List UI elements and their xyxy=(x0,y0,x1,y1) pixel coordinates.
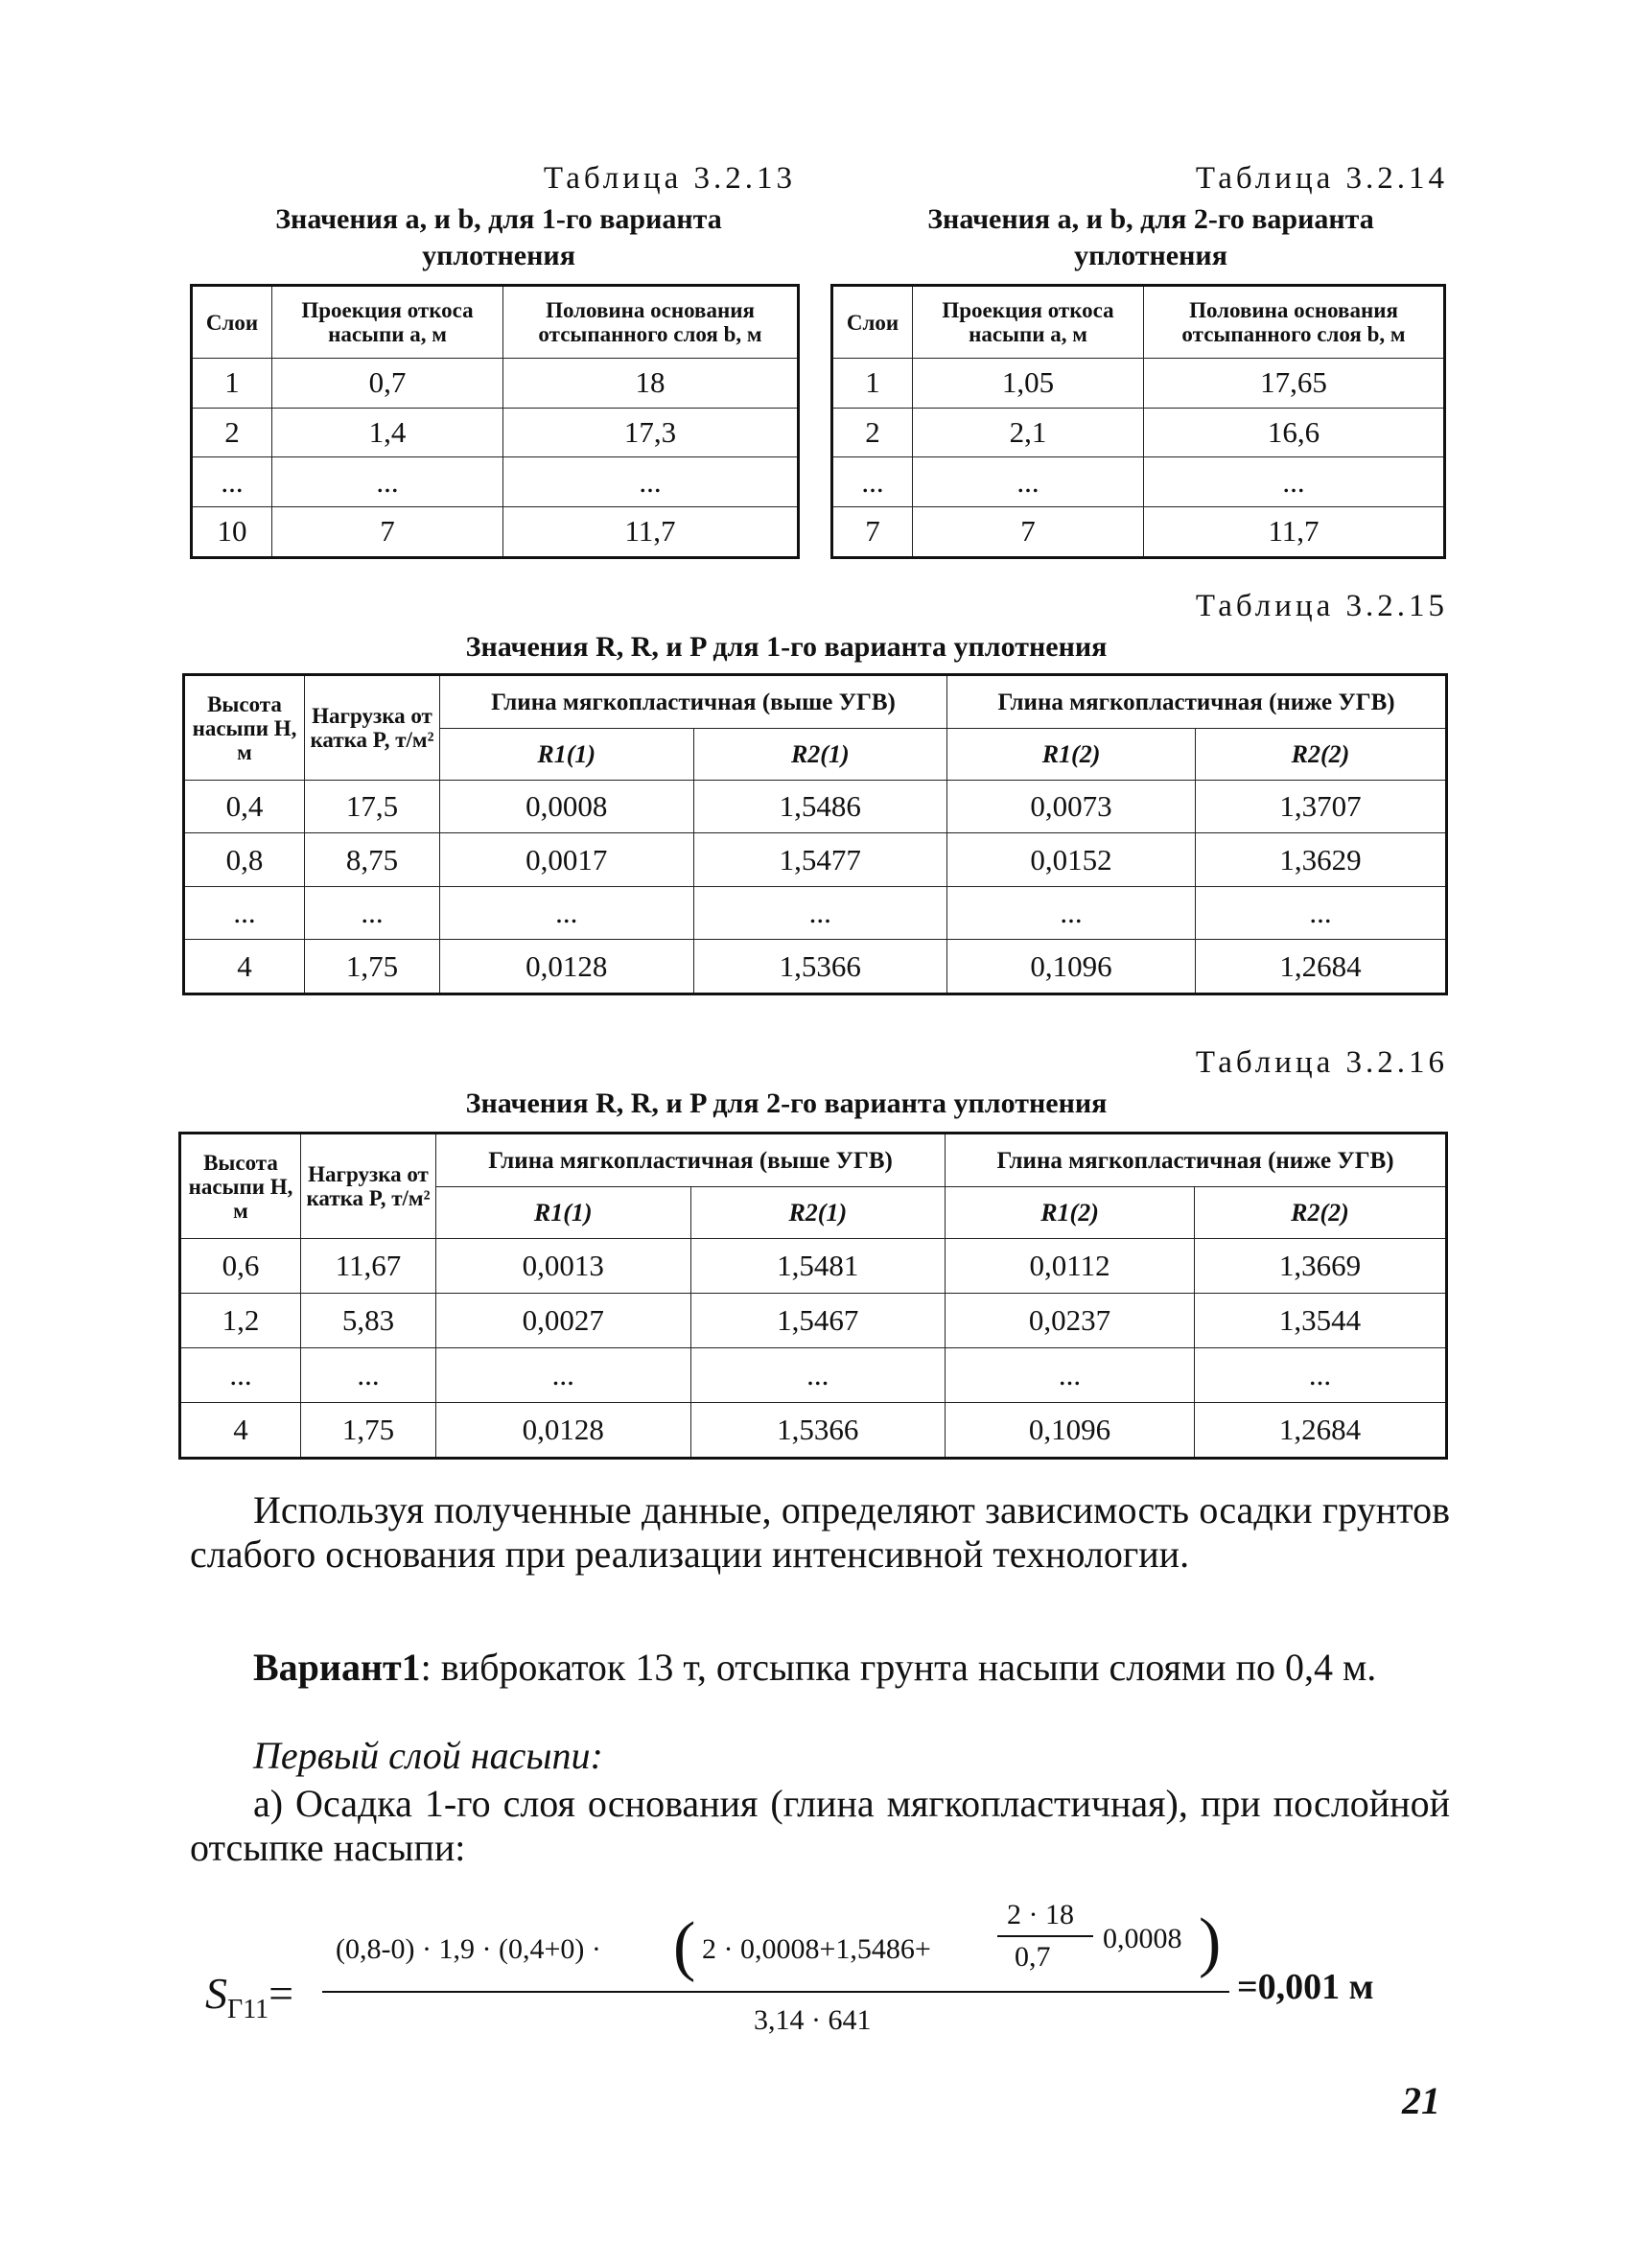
formula-inner-frac-den: 0,7 xyxy=(1015,1941,1051,1973)
table-16-cell: 1,5481 xyxy=(690,1239,946,1294)
table-16-cell: ... xyxy=(436,1347,691,1402)
table-16-cell: 0,6 xyxy=(180,1239,301,1294)
table-14-header: Проекция откоса насыпи a, м xyxy=(913,286,1144,359)
variant-text: : виброкаток 13 т, отсыпка грунта насыпи слоями по 0,4 м. xyxy=(420,1646,1377,1689)
variant-label: Вариант1 xyxy=(253,1646,421,1689)
table-16-cell: 5,83 xyxy=(301,1293,436,1347)
table-14-number: Таблица 3.2.14 xyxy=(1195,161,1448,196)
table-16-cell: 1,2684 xyxy=(1195,1402,1447,1458)
table-15-cell: 0,0152 xyxy=(947,833,1196,886)
paragraph-intro: Используя полученные данные, определяют зависимость осадки грунтов слабого основания при реализации интенсивной технологии. xyxy=(190,1488,1450,1576)
table-15-cell: 8,75 xyxy=(305,833,440,886)
table-16-cell: 0,0027 xyxy=(436,1293,691,1347)
table-15-header-height: Высота насыпи H, м xyxy=(184,675,305,781)
table-15-cell: 0,0017 xyxy=(440,833,694,886)
table-13-cell: 0,7 xyxy=(272,359,503,409)
table-14-cell: 7 xyxy=(913,506,1144,557)
table-16-cell: ... xyxy=(180,1347,301,1402)
table-14 xyxy=(830,284,1446,559)
table-15-cell: 1,5366 xyxy=(693,940,947,994)
table-13-header: Половина основания отсыпанного слоя b, м xyxy=(503,286,799,359)
table-16-subheader: R2(1) xyxy=(690,1187,946,1239)
formula-tail: 0,0008 xyxy=(1103,1923,1182,1954)
table-16-header-load: Нагрузка от катка P, т/м² xyxy=(301,1134,436,1239)
table-14-cell: ... xyxy=(913,457,1144,507)
paragraph-variant xyxy=(190,1646,1450,1690)
table-16-header-height: Высота насыпи H, м xyxy=(180,1134,301,1239)
table-16-cell: 11,67 xyxy=(301,1239,436,1294)
table-15-cell: ... xyxy=(440,886,694,939)
table-14-cell: 7 xyxy=(832,506,913,557)
table-15-cell: 0,4 xyxy=(184,781,305,833)
table-15-cell: 0,0128 xyxy=(440,940,694,994)
table-15-cell: ... xyxy=(184,886,305,939)
table-15-cell: 0,0073 xyxy=(947,781,1196,833)
table-15-header-above: Глина мягкопластичная (выше УГВ) xyxy=(440,675,947,729)
formula-denominator: 3,14 · 641 xyxy=(754,2004,872,2036)
table-14-caption: Значения a, и b, для 2-го варианта уплотнения xyxy=(927,203,1374,271)
table-16-subheader: R2(2) xyxy=(1195,1187,1447,1239)
table-14-header: Половина основания отсыпанного слоя b, м xyxy=(1144,286,1445,359)
table-15-cell: 0,8 xyxy=(184,833,305,886)
first-layer-heading: Первый слой насыпи: xyxy=(253,1734,603,1777)
table-16-cell: ... xyxy=(946,1347,1195,1402)
table-15-number: Таблица 3.2.15 xyxy=(1195,589,1448,623)
table-13-cell: 18 xyxy=(503,359,799,409)
table-13 xyxy=(190,284,800,559)
table-15-cell: 1,3707 xyxy=(1196,781,1447,833)
table-15-cell: 1,5486 xyxy=(693,781,947,833)
table-16-cell: 1,3544 xyxy=(1195,1293,1447,1347)
table-15-cell: ... xyxy=(947,886,1196,939)
table-13-cell: 2 xyxy=(192,408,272,457)
table-16-header-above: Глина мягкопластичная (выше УГВ) xyxy=(436,1134,946,1187)
table-13-cell: 11,7 xyxy=(503,506,799,557)
formula-lhs xyxy=(205,1968,293,2025)
table-14-cell: 17,65 xyxy=(1144,359,1445,409)
table-16-cell: 1,3669 xyxy=(1195,1239,1447,1294)
table-13-cell: 7 xyxy=(272,506,503,557)
table-15-cell: 4 xyxy=(184,940,305,994)
table-15-cell: ... xyxy=(1196,886,1447,939)
table-16-subheader: R1(2) xyxy=(946,1187,1195,1239)
table-13-cell: 1 xyxy=(192,359,272,409)
table-15-cell: 0,0008 xyxy=(440,781,694,833)
table-16-cell: 1,75 xyxy=(301,1402,436,1458)
table-14-cell: 2 xyxy=(832,408,913,457)
table-15-cell: 17,5 xyxy=(305,781,440,833)
table-16-header-below: Глина мягкопластичная (ниже УГВ) xyxy=(946,1134,1447,1187)
table-16-cell: 4 xyxy=(180,1402,301,1458)
table-15-subheader: R2(2) xyxy=(1196,729,1447,781)
table-16 xyxy=(178,1132,1448,1460)
table-15-cell: 1,75 xyxy=(305,940,440,994)
table-13-number: Таблица 3.2.13 xyxy=(543,161,796,196)
table-15-subheader: R2(1) xyxy=(693,729,947,781)
table-15-cell: 1,5477 xyxy=(693,833,947,886)
table-15-header-below: Глина мягкопластичная (ниже УГВ) xyxy=(947,675,1447,729)
table-16-cell: 1,5467 xyxy=(690,1293,946,1347)
table-14-cell: 1,05 xyxy=(913,359,1144,409)
table-16-cell: 1,2 xyxy=(180,1293,301,1347)
table-14-header: Слои xyxy=(832,286,913,359)
table-15-subheader: R1(2) xyxy=(947,729,1196,781)
table-13-cell: 1,4 xyxy=(272,408,503,457)
table-15-header-load: Нагрузка от катка P, т/м² xyxy=(305,675,440,781)
table-15 xyxy=(182,673,1448,995)
table-16-cell: ... xyxy=(301,1347,436,1402)
table-16-subheader: R1(1) xyxy=(436,1187,691,1239)
table-14-cell: ... xyxy=(832,457,913,507)
table-13-cell: 10 xyxy=(192,506,272,557)
table-13-caption: Значения a, и b, для 1-го варианта уплотнения xyxy=(275,203,722,271)
table-15-caption: Значения R, R, и P для 1-го варианта уплотнения xyxy=(465,631,1108,663)
table-14-cell: ... xyxy=(1144,457,1445,507)
table-14-cell: 11,7 xyxy=(1144,506,1445,557)
page-number: 21 xyxy=(1402,2079,1440,2122)
table-13-cell: 17,3 xyxy=(503,408,799,457)
table-13-cell: ... xyxy=(192,457,272,507)
formula-paren-close: ) xyxy=(1199,1906,1222,1979)
formula-s: S xyxy=(205,1969,227,2018)
table-16-cell: 1,5366 xyxy=(690,1402,946,1458)
table-15-cell: 1,2684 xyxy=(1196,940,1447,994)
formula-main-frac-line xyxy=(322,1991,1229,1993)
table-13-cell: ... xyxy=(503,457,799,507)
table-13-header: Слои xyxy=(192,286,272,359)
table-16-cell: ... xyxy=(1195,1347,1447,1402)
table-16-cell: 0,0013 xyxy=(436,1239,691,1294)
formula-inner-frac-line xyxy=(997,1935,1093,1937)
table-15-cell: 0,1096 xyxy=(947,940,1196,994)
table-15-cell: ... xyxy=(693,886,947,939)
paragraph-a: а) Осадка 1-го слоя основания (глина мягкопластичная), при послойной отсыпке насыпи: xyxy=(190,1782,1450,1869)
table-15-cell: ... xyxy=(305,886,440,939)
table-16-cell: 0,0237 xyxy=(946,1293,1195,1347)
formula-inner-frac-num: 2 · 18 xyxy=(1007,1899,1074,1930)
table-16-cell: 0,0112 xyxy=(946,1239,1195,1294)
table-16-cell: 0,1096 xyxy=(946,1402,1195,1458)
formula-result: =0,001 м xyxy=(1237,1967,1374,2007)
table-14-cell: 2,1 xyxy=(913,408,1144,457)
table-16-cell: ... xyxy=(690,1347,946,1402)
table-13-cell: ... xyxy=(272,457,503,507)
formula-numerator-left: (0,8-0) · 1,9 · (0,4+0) · xyxy=(336,1933,601,1965)
formula-paren-content: 2 · 0,0008+1,5486+ xyxy=(702,1933,931,1965)
formula-equals: = xyxy=(269,1969,294,2018)
table-16-number: Таблица 3.2.16 xyxy=(1195,1045,1448,1080)
table-14-cell: 1 xyxy=(832,359,913,409)
table-14-cell: 16,6 xyxy=(1144,408,1445,457)
formula-s-sub: Г11 xyxy=(227,1995,269,2025)
table-16-cell: 0,0128 xyxy=(436,1402,691,1458)
table-15-subheader: R1(1) xyxy=(440,729,694,781)
table-16-caption: Значения R, R, и P для 2-го варианта уплотнения xyxy=(465,1087,1108,1119)
table-13-header: Проекция откоса насыпи a, м xyxy=(272,286,503,359)
table-15-cell: 1,3629 xyxy=(1196,833,1447,886)
formula-paren-open: ( xyxy=(673,1909,696,1983)
